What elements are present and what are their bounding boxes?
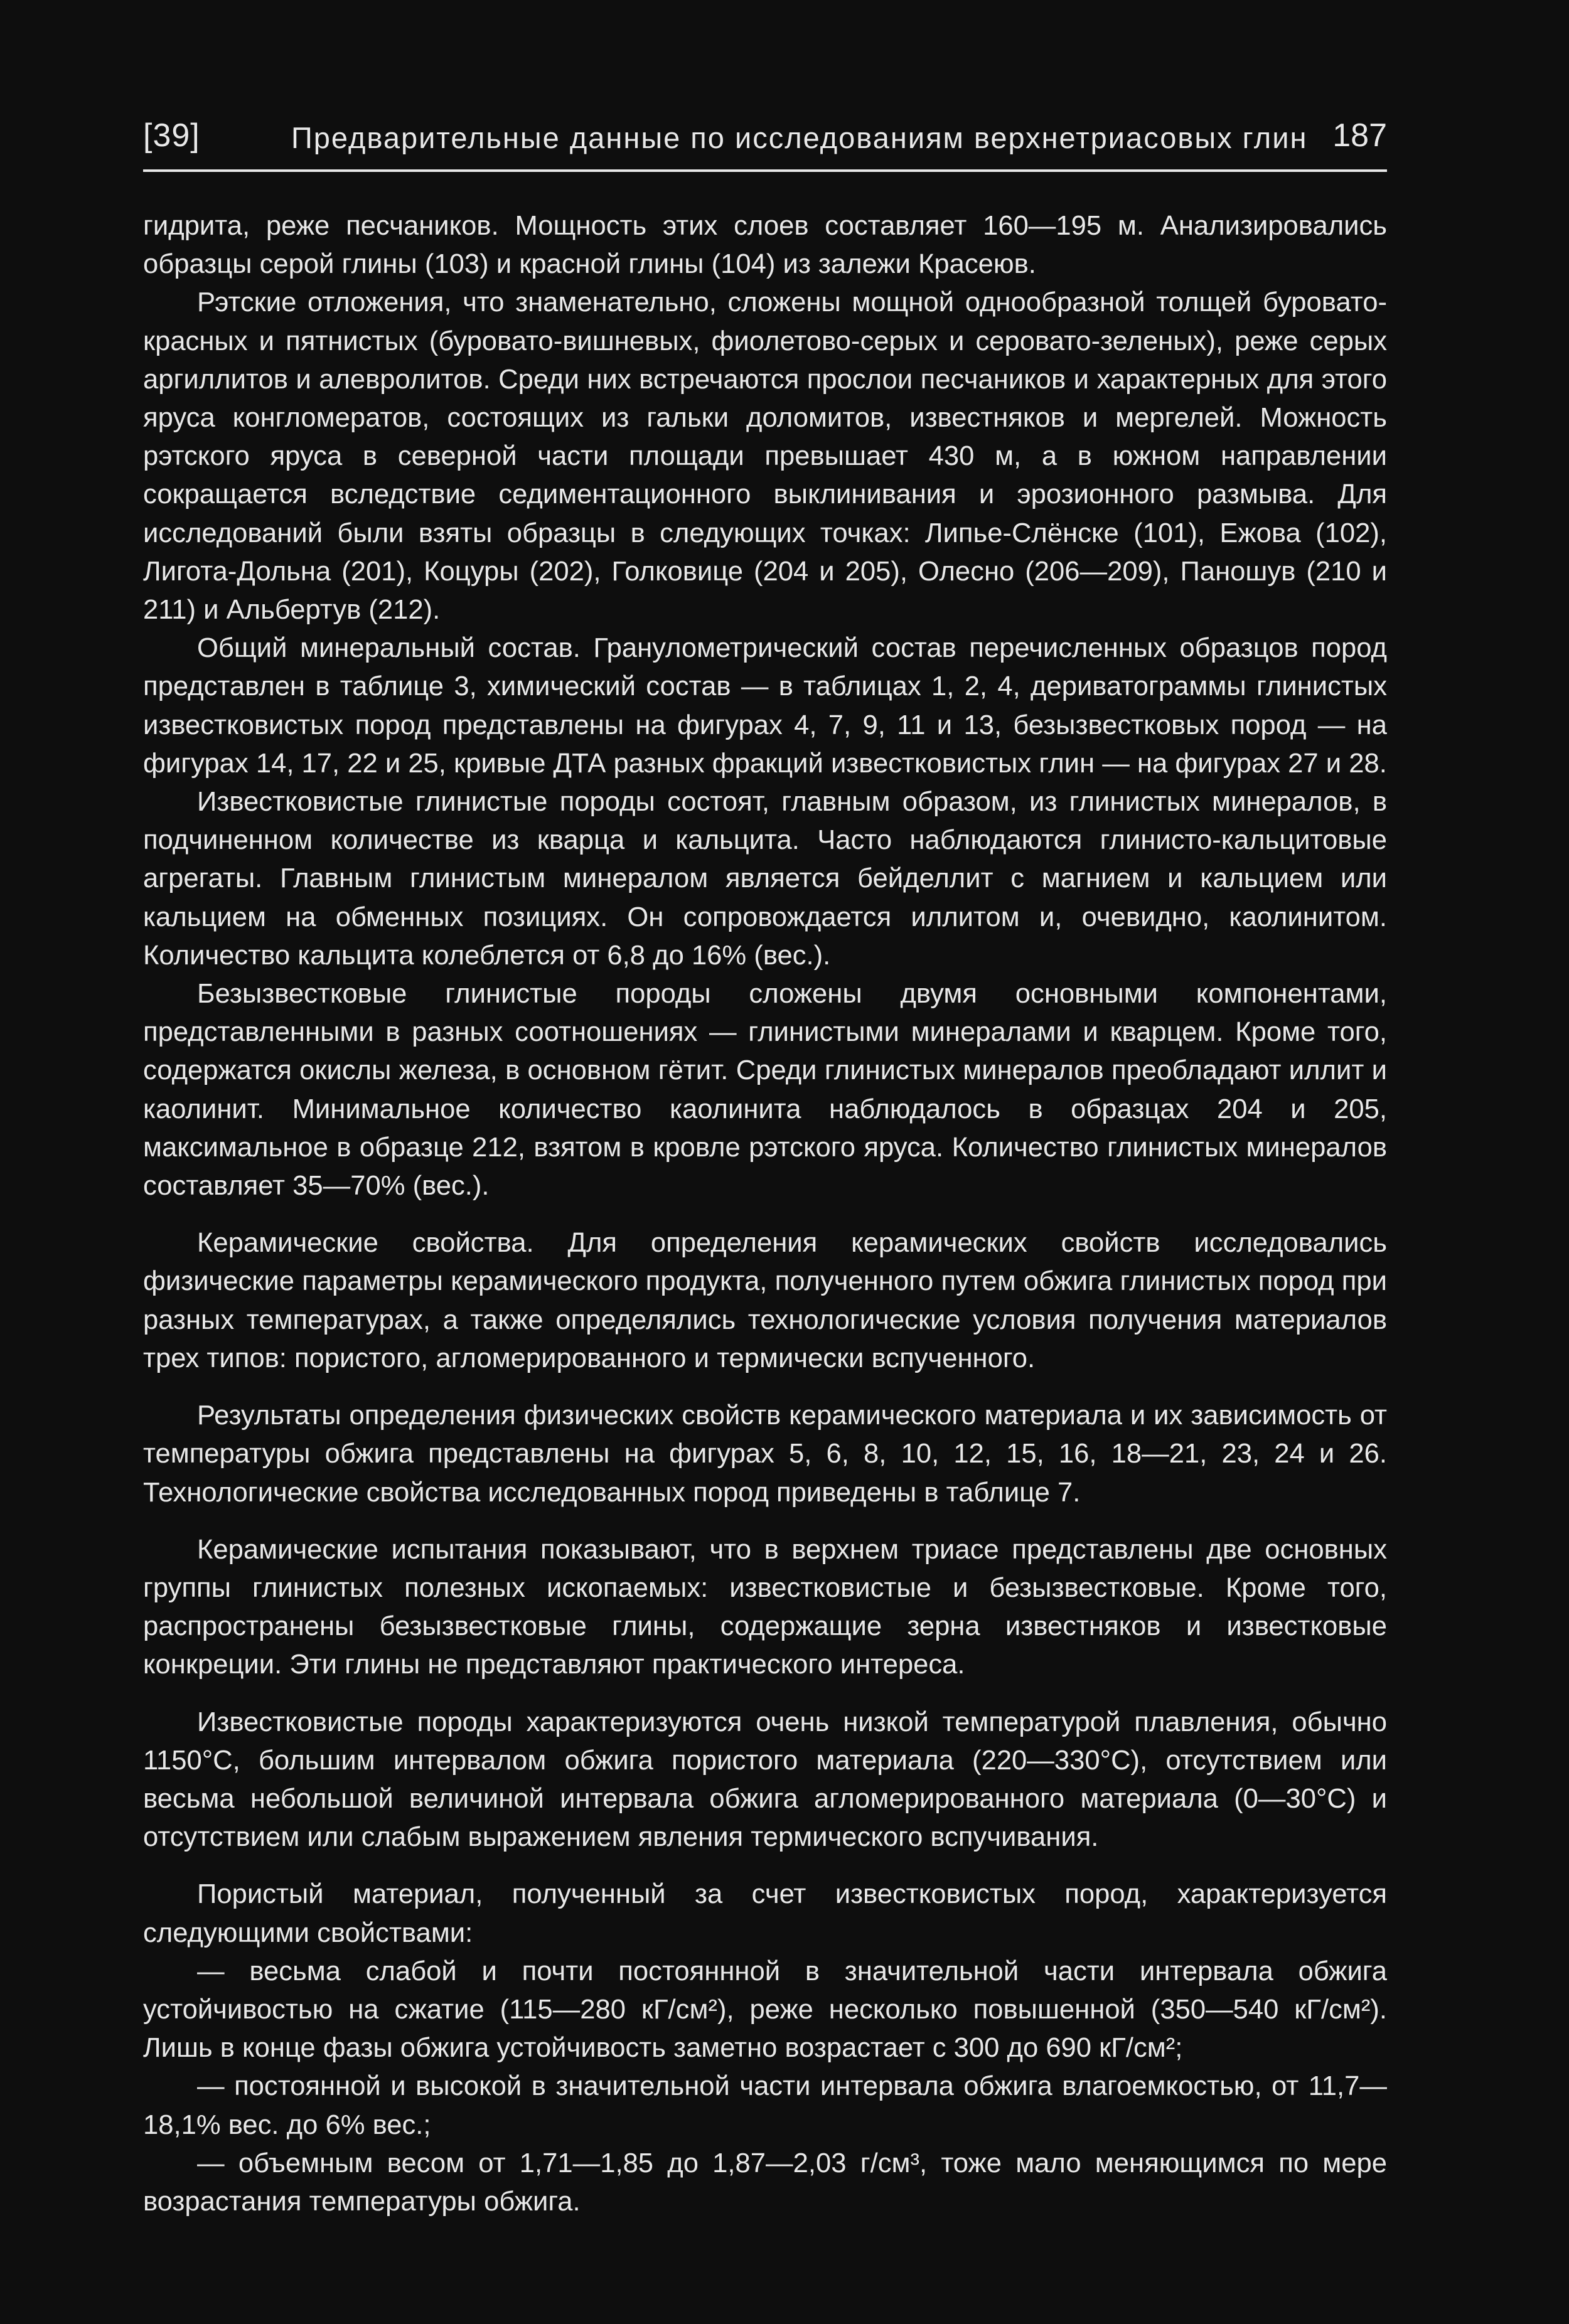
paragraph: Известковистые глинистые породы состоят, главным образом, из глинистых минералов, в подчиненном количестве из кварца и кальцита. Часто наблюдаются глинисто-кальцитовые агрегаты. Главным глинистым минералом является бейделлит с магнием и кальцием или кальцием на обменных позициях. Он сопровождается иллитом и, очевидно, каолинитом. Количество кальцита колеблется от 6,8 до 16% (вес.). — [143, 787, 1387, 971]
list-item: — постоянной и высокой в значительной части интервала обжига влагоемкостью, от 11,7—18,1% вес. до 6% вес.; — [143, 2071, 1387, 2140]
paragraph: гидрита, реже песчаников. Мощность этих слоев составляет 160—195 м. Анализировались образцы серой глины (103) и красной глины (104) из залежи Красеюв. — [143, 211, 1387, 280]
paragraph: Известковистые породы характеризуются очень низкой температурой плавления, обычно 1150°С, большим интервалом обжига пористого материала (220—330°С), отсутствием или весьма небольшой величиной интервала обжига агломерированного материала (0—30°С) и отсутствием или слабым выражением явления термического вспучивания. — [143, 1707, 1387, 1853]
paragraph: Безызвестковые глинистые породы сложены двумя основными компонентами, представленными в разных соотношениях — глинистыми минералами и кварцем. Кроме того, содержатся окислы железа, в основном гётит. Среди глинистых минералов преобладают иллит и каолинит. Минимальное количество каолинита наблюдалось в образцах 204 и 205, максимальное в образце 212, взятом в кровле рэтского яруса. Количество глинистых минералов составляет 35—70% (вес.). — [143, 979, 1387, 1202]
page-number: 187 — [1332, 117, 1387, 154]
paragraph: Рэтские отложения, что знаменательно, сложены мощной однообразной толщей буровато-красных и пятнистых (буровато-вишневых, фиолетово-серых и серовато-зеленых), реже серых аргиллитов и алевролитов. Среди них встречаются прослои песчаников и характерных для этого яруса конгломератов, состоящих из гальки доломитов, известняков и мергелей. Можность рэтского яруса в северной части площади превышает 430 м, а в южном направлении сокращается вследствие седиментационного выклинивания и эрозионного размыва. Для исследований были взяты образцы в следующих точках: Липье-Слёнске (101), Ежова (102), Лигота-Дольна (201), Коцуры (202), Голковице (204 и 205), Олесно (206—209), Паношув (210 и 211) и Альбертув (212). — [143, 287, 1387, 626]
paragraph: Керамические испытания показывают, что в верхнем триасе представлены две основных группы глинистых полезных ископаемых: известковистые и безызвестковые. Кроме того, распространены безызвестковые глины, содержащие зерна известняков и известковые конкреции. Эти глины не представляют практического интереса. — [143, 1534, 1387, 1680]
paragraph: Керамические свойства. Для определения керамических свойств исследовались физические параметры керамического продукта, полученного путем обжига глинистых пород при разных температурах, а также определялись технологические условия получения материалов трех типов: пористого, агломерированного и термически вспученного. — [143, 1228, 1387, 1373]
list-item: — объемным весом от 1,71—1,85 до 1,87—2,03 г/см³, тоже мало меняющимся по мере возрастания температуры обжига. — [143, 2148, 1387, 2217]
running-header — [143, 112, 1387, 168]
paragraph: Общий минеральный состав. Гранулометрический состав перечисленных образцов пород представлен в таблице 3, химический состав — в таблицах 1, 2, 4, дериватограммы глинистых известковистых пород представлены на фигурах 4, 7, 9, 11 и 13, безызвестковых пород — на фигурах 14, 17, 22 и 25, кривые ДТА разных фракций известковистых глин — на фигурах 27 и 28. — [143, 633, 1387, 779]
paragraph: Результаты определения физических свойств керамического материала и их зависимость от температуры обжига представлены на фигурах 5, 6, 8, 10, 12, 15, 16, 18—21, 23, 24 и 26. Технологические свойства исследованных пород приведены в таблице 7. — [143, 1400, 1387, 1508]
header-rule — [143, 169, 1387, 172]
section-number: [39] — [143, 117, 200, 154]
paragraph: Пористый материал, полученный за счет известковистых пород, характеризуется следующими свойствами: — [143, 1879, 1387, 1948]
body-text — [143, 207, 1387, 2221]
list-item: — весьма слабой и почти постояннной в значительной части интервала обжига устойчивостью на сжатие (115—280 кГ/см²), реже несколько повышенной (350—540 кГ/см²). Лишь в конце фазы обжига устойчивость заметно возрастает с 300 до 690 кГ/см²; — [143, 1956, 1387, 2064]
running-title: Предварительные данные по исследованиям верхнетриасовых глин — [291, 121, 1308, 154]
